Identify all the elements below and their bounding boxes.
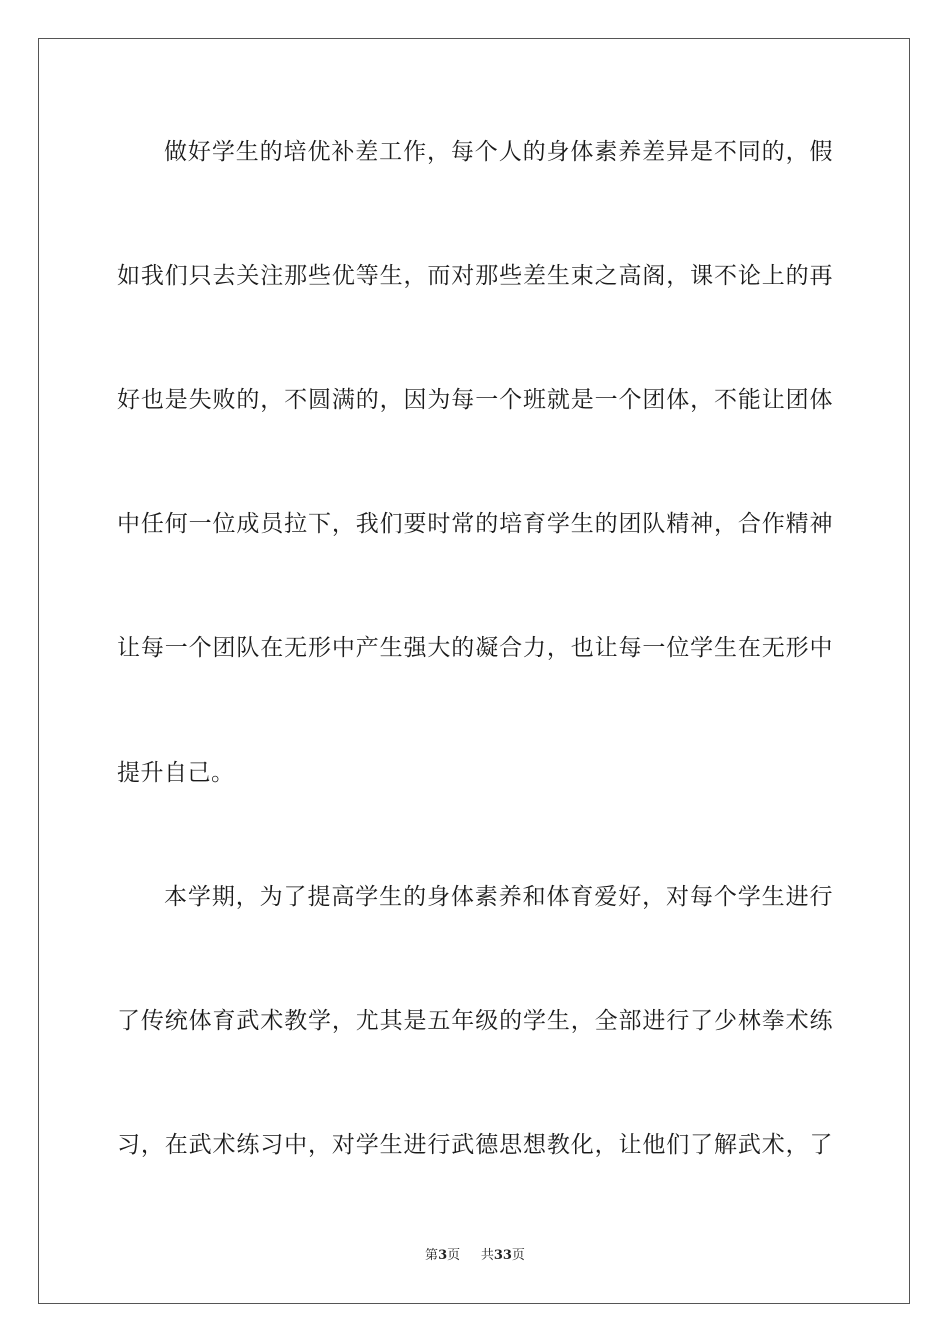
page-border	[38, 38, 910, 1304]
text-line: 让每一个团队在无形中产生强大的凝合力，也让每一位学生在无形中	[117, 635, 833, 661]
text-line: 做好学生的培优补差工作，每个人的身体素养差异是不同的，假	[164, 139, 833, 165]
page-prefix: 第	[425, 1248, 439, 1263]
text-line: 如我们只去关注那些优等生，而对那些差生束之高阁，课不论上的再	[117, 263, 833, 289]
text-line: 提升自己。	[117, 760, 235, 786]
total-prefix: 共	[480, 1248, 494, 1263]
text-line: 了传统体育武术教学，尤其是五年级的学生，全部进行了少林拳术练	[117, 1008, 833, 1034]
text-line: 本学期，为了提高学生的身体素养和体育爱好，对每个学生进行	[164, 884, 833, 910]
page-number: 3	[438, 1248, 448, 1263]
text-line: 习，在武术练习中，对学生进行武德思想教化，让他们了解武术，了	[117, 1132, 833, 1158]
page-footer	[0, 1247, 950, 1265]
text-line: 中任何一位成员拉下，我们要时常的培育学生的团队精神，合作精神	[117, 511, 833, 537]
text-line: 好也是失败的，不圆满的，因为每一个班就是一个团体，不能让团体	[117, 387, 833, 413]
total-pages: 33	[493, 1248, 512, 1263]
page-suffix: 页	[447, 1248, 461, 1263]
total-suffix: 页	[511, 1248, 525, 1263]
